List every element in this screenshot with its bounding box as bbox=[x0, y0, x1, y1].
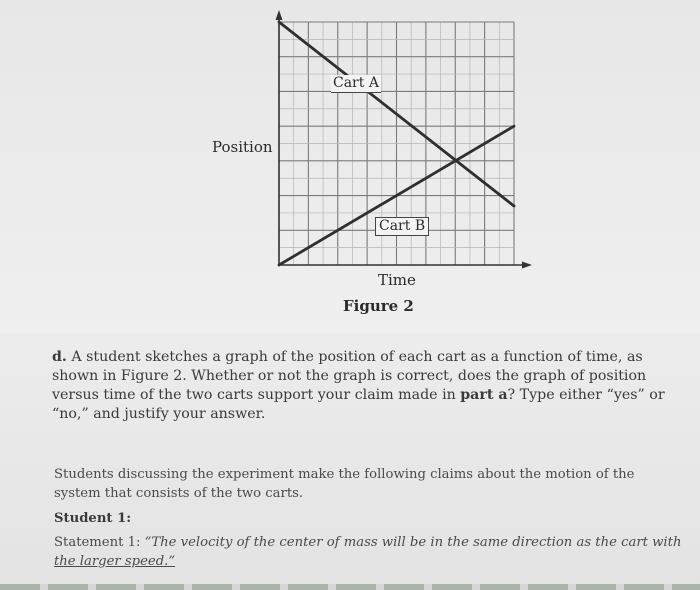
student-1-label: Student 1: bbox=[54, 511, 132, 526]
students-intro: Students discussing the experiment make the following claims about the motion of the system that consists of the two carts. bbox=[54, 467, 635, 501]
y-axis-arrow bbox=[276, 10, 283, 20]
question-d bbox=[52, 348, 682, 424]
question-text-1: A student sketches a graph of the position of each cart as a function of time, as shown in Figure 2. Whether or not the graph is correct, does the graph of position versus time of the two carts support your claim made in bbox=[52, 349, 647, 403]
question-text-2: ? Type either “yes” or “no,” and justify your answer. bbox=[52, 387, 665, 422]
question-part-ref: part a bbox=[460, 387, 508, 403]
students-section bbox=[54, 465, 684, 571]
figure-caption: Figure 2 bbox=[343, 297, 414, 315]
series-label-cart-b: Cart B bbox=[375, 217, 429, 236]
statement-1-label: Statement 1: bbox=[54, 535, 145, 550]
statement-1 bbox=[54, 533, 684, 571]
series-label-cart-a: Cart A bbox=[333, 75, 379, 91]
y-axis-label: Position bbox=[212, 138, 273, 156]
question-label: d. bbox=[52, 349, 67, 365]
statement-1-text-cut: the larger speed.” bbox=[54, 554, 176, 569]
x-axis-label: Time bbox=[378, 271, 416, 289]
statement-1-text: “The velocity of the center of mass will be in the same direction as the cart with bbox=[144, 535, 682, 550]
page-bottom-edge bbox=[0, 584, 700, 590]
x-axis-arrow bbox=[522, 262, 532, 269]
